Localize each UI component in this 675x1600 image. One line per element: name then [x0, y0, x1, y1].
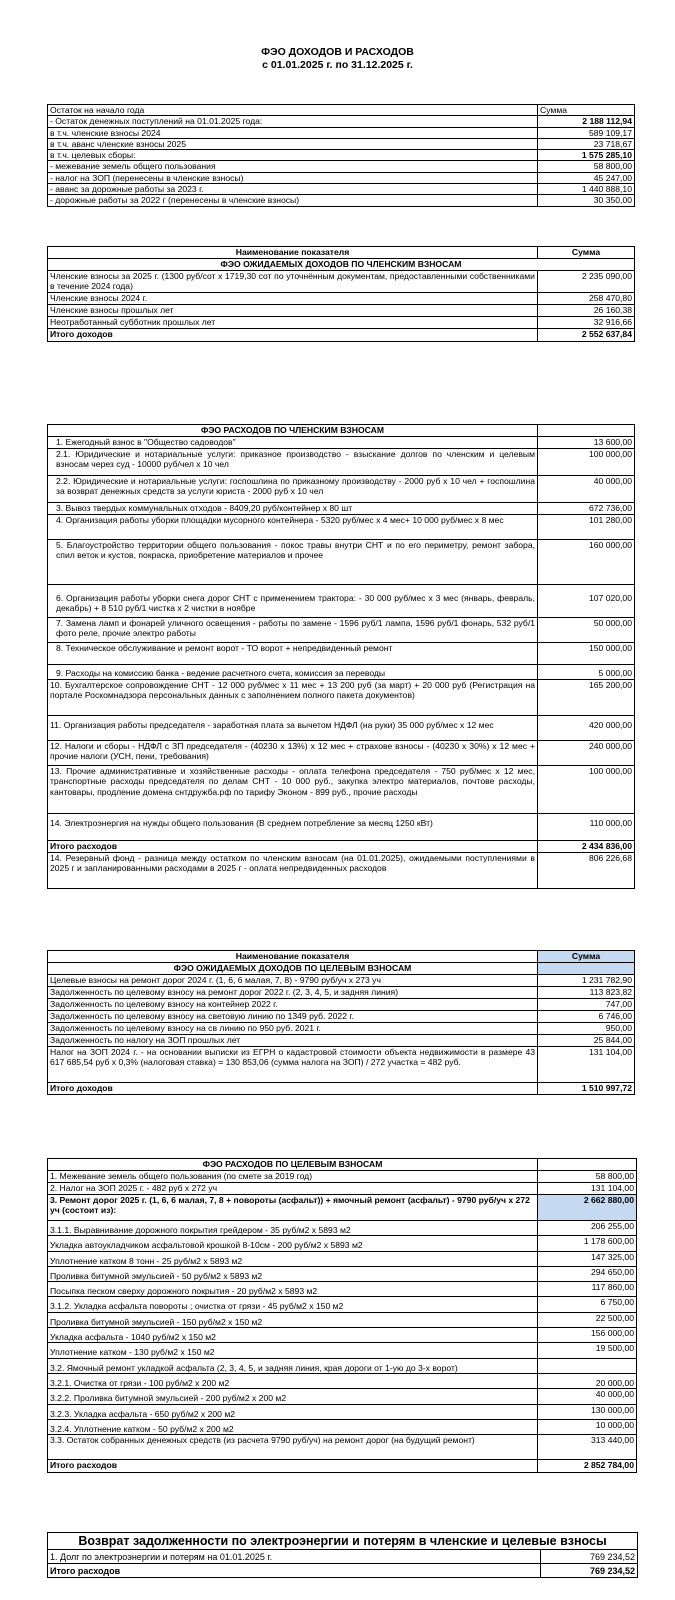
row-label: Задолженность по целевому взносу на световую линию по 1349 руб. 2022 г.: [48, 1011, 538, 1023]
row-value: 165 200,00: [538, 680, 635, 716]
row-value: 156 000,00: [538, 1328, 637, 1343]
row-value: 6 746,00: [538, 1011, 635, 1023]
row-value: 45 247,00: [538, 172, 635, 183]
row-label: 12. Налоги и сборы - НДФЛ с ЗП председателя - (40230 х 13%) х 12 мес + страхове взносы - (40230 х 30%) х 12 мес + прочие налоги (УСН, пени, требования): [48, 741, 538, 766]
row-value: 5 000,00: [538, 665, 635, 680]
table-row: [48, 618, 635, 643]
section-title-row: [48, 425, 635, 437]
member-income-table: [47, 246, 635, 342]
table-row: [48, 1343, 637, 1358]
row-value: 150 000,00: [538, 643, 635, 665]
row-label: 11. Организация работы председателя - заработная плата за вычетом НДФЛ (на руки) 35 000 руб/мес х 12 мес: [48, 716, 538, 741]
row-value: 19 500,00: [538, 1343, 637, 1358]
row-label: 3.2. Ямочный ремонт укладкой асфальта (2, 3, 4, 5, и задняя линия, края дороги от 1-ую до 3-х ворот): [48, 1358, 538, 1373]
row-label: 7. Замена ламп и фонарей уличного освещения - работы по замене - 1596 руб/1 лампа, 1596 руб/1 фонарь, 532 руб/1 фото реле, прочие электро работы: [48, 618, 538, 643]
total-value: 2 434 836,00: [538, 841, 635, 853]
row-label: 3.2.3. Укладка асфальта - 650 руб/м2 х 200 м2: [48, 1404, 538, 1419]
report-title: ФЭО ДОХОДОВ И РАСХОДОВ: [261, 46, 414, 58]
row-value: 25 844,00: [538, 1035, 635, 1047]
table-row: [48, 293, 635, 305]
row-label: 13. Прочие административные и хозяйственные расходы - оплата телефона председателя - 750 руб/мес х 12 мес, транспортные расходы председателя по делам СНТ - 10 000 руб., закупка электро материалов, почтове расходы, кантовары, продление домена снтдружба.рф по тарифу Эконом - 899 руб., прочие расходы: [48, 766, 538, 814]
total-row: [48, 329, 635, 342]
reserve-label: 14. Резервный фонд - разница между остатком по членским взносам (на 01.01.2025), ожидаемыми поступлениями в 2025 г и запланированными расходами в 2025 г - оплата непредвиденных расходов: [48, 853, 538, 889]
section-title: Возврат задолженности по электроэнергии и потерям в членские и целевые взносы: [48, 1533, 638, 1550]
row-label: 4. Организация работы уборки площадки мусорного контейнера - 5320 руб/мес х 4 мес+ 10 000 руб/мес х 8 мес: [48, 515, 538, 540]
table-row: [48, 503, 635, 515]
row-value: 747,00: [538, 999, 635, 1011]
table-row: [48, 172, 635, 183]
row-value: 6 750,00: [538, 1297, 637, 1312]
row-value: 1 440 888,10: [538, 184, 635, 195]
row-value: 32 916,66: [538, 317, 635, 329]
table-row: [48, 987, 635, 999]
total-row: [48, 1083, 635, 1095]
road-repair-value: 2 662 880,00: [538, 1195, 637, 1221]
row-label: 14. Электроэнергия на нужды общего пользования (В среднем потребление за месяц 1250 кВт): [48, 814, 538, 841]
table-row: [48, 1297, 637, 1312]
row-label: - налог на ЗОП (перенесены в членские взносы): [48, 172, 538, 183]
row-label: Задолженность по налогу на ЗОП прошлых лет: [48, 1035, 538, 1047]
report-header: [0, 46, 675, 72]
table-row: [48, 643, 635, 665]
table-row: [48, 305, 635, 317]
row-value: 50 000,00: [538, 618, 635, 643]
table-row: [48, 1358, 637, 1373]
table-row: [48, 975, 635, 987]
row-label: Задолженность по целевому взносу на св линию по 950 руб. 2021 г.: [48, 1023, 538, 1035]
table-row: [48, 161, 635, 172]
row-value: 313 440,00: [538, 1435, 637, 1460]
road-repair-label: 3. Ремонт дорог 2025 г. (1, 6, 6 малая, 7, 8 + повороты (асфальт)) + ямочный ремонт (асфальт) - 9790 руб/уч х 272 уч (состоит из):: [48, 1195, 538, 1221]
row-label: Укладка автоукладчиком асфальтовой крошкой 8-10см - 200 руб/м2 х 5893 м2: [48, 1236, 538, 1251]
table-row: [48, 1389, 637, 1404]
row-label: в т.ч. целевых сборы:: [48, 150, 538, 161]
row-value: 13 600,00: [538, 437, 635, 449]
table-row: [48, 1047, 635, 1083]
total-value: 1 510 997,72: [538, 1083, 635, 1095]
row-value: 58 800,00: [538, 1171, 637, 1183]
table-row: [48, 1023, 635, 1035]
row-value: 2 235 090,00: [538, 271, 635, 293]
table-row: [48, 127, 635, 138]
row-label: Посыпка песком сверху дорожного покрытия - 20 руб/м2 х 5893 м2: [48, 1282, 538, 1297]
section-title-row: [48, 1533, 638, 1550]
row-label: 9. Расходы на комиссию банка - ведение расчетного счета, комиссия за переводы: [48, 665, 538, 680]
row-label: - Остаток денежных поступлений на 01.01.2025 года:: [48, 116, 538, 127]
row-label: 3.2.2. Проливка битумной эмульсией - 200 руб/м2 х 200 м2: [48, 1389, 538, 1404]
row-label: 3.3. Остаток собранных денежных средств (из расчета 9790 руб/уч) на ремонт дорог (на будущий ремонт): [48, 1435, 538, 1460]
table-row: [48, 766, 635, 814]
row-value: 258 470,80: [538, 293, 635, 305]
table-row: [48, 271, 635, 293]
report-period: с 01.01.2025 г. по 31.12.2025 г.: [262, 59, 413, 71]
row-value: 26 160,38: [538, 305, 635, 317]
section-title-row: [48, 963, 635, 975]
table-row: [48, 1236, 637, 1251]
row-label: Неотработанный субботник прошлых лет: [48, 317, 538, 329]
row-label: в т.ч. членские взносы 2024: [48, 127, 538, 138]
row-label: 8. Техническое обслуживание и ремонт ворот - ТО ворот + непредвиденный ремонт: [48, 643, 538, 665]
row-value: 240 000,00: [538, 741, 635, 766]
row-label: 3.2.1. Очистка от грязи - 100 руб/м2 х 200 м2: [48, 1373, 538, 1388]
total-row: [48, 1460, 637, 1473]
total-label: Итого расходов: [48, 1460, 538, 1473]
total-label: Итого доходов: [48, 329, 538, 342]
table-row: [48, 585, 635, 618]
row-label: 5. Благоустройство территории общего пользования - покос травы внутри СНТ и по его периметру, ремонт забора, спил веток и кустов, покраска, приобретение материалов и прочее: [48, 540, 538, 585]
table-row: [48, 540, 635, 585]
row-label: 3.1.2. Укладка асфальта повороты ; очистка от грязи - 45 руб/м2 х 150 м2: [48, 1297, 538, 1312]
row-label: 2.1. Юридические и нотариальные услуги: приказное производство - взыскание долгов по членским и целевым взносам через суд - 10000 руб/чел х 10 чел: [48, 449, 538, 476]
table-row: [48, 1419, 637, 1434]
total-label: Итого расходов: [48, 841, 538, 853]
table-row: [48, 476, 635, 503]
section-title-row: [48, 1159, 637, 1171]
row-label: - дорожные работы за 2022 г (перенесены в членские взносы): [48, 195, 538, 206]
row-label: Проливка битумной эмульсией - 50 руб/м2 х 5893 м2: [48, 1266, 538, 1281]
row-value: 131 104,00: [538, 1183, 637, 1195]
column-header-name: Наименование показателя: [48, 951, 538, 963]
table-row: [48, 1035, 635, 1047]
row-value: 769 234,52: [541, 1550, 638, 1564]
table-row: [48, 814, 635, 841]
table-row: [48, 449, 635, 476]
total-row: [48, 1564, 638, 1578]
table-row: [48, 716, 635, 741]
total-value: 769 234,52: [541, 1564, 638, 1578]
row-value: 58 800,00: [538, 161, 635, 172]
table-row: [48, 1550, 638, 1564]
road-repair-row: [48, 1195, 637, 1221]
table-row: [48, 1266, 637, 1281]
row-value: 206 255,00: [538, 1221, 637, 1236]
table-header-row: [48, 951, 635, 963]
total-value: 2 552 637,84: [538, 329, 635, 342]
row-value: 130 000,00: [538, 1404, 637, 1419]
reserve-row: [48, 853, 635, 889]
row-label: 3.1.1. Выравнивание дорожного покрытия грейдером - 35 руб/м2 х 5893 м2: [48, 1221, 538, 1236]
row-label: - аванс за дорожные работы за 2023 г.: [48, 184, 538, 195]
table-row: [48, 116, 635, 127]
row-value: 131 104,00: [538, 1047, 635, 1083]
row-value: 10 000,00: [538, 1419, 637, 1434]
row-label: 1. Межевание земель общего пользования (по смете за 2019 год): [48, 1171, 538, 1183]
row-value: 1 575 285,10: [538, 150, 635, 161]
row-label: Укладка асфальта - 1040 руб/м2 х 150 м2: [48, 1328, 538, 1343]
row-value: 110 000,00: [538, 814, 635, 841]
row-value: 40 000,00: [538, 476, 635, 503]
section-title: ФЭО ОЖИДАЕМЫХ ДОХОДОВ ПО ЧЛЕНСКИМ ВЗНОСАМ: [48, 259, 635, 271]
member-expenses-table: [47, 424, 635, 889]
total-value: 2 852 784,00: [538, 1460, 637, 1473]
row-label: - межевание земель общего пользования: [48, 161, 538, 172]
section-title-row: [48, 259, 635, 271]
row-label: Уплотнение катком 8 тонн - 25 руб/м2 х 5893 м2: [48, 1251, 538, 1266]
row-label: Задолженность по целевому взносу на контейнер 2022 г.: [48, 999, 538, 1011]
table-row: [48, 1435, 637, 1460]
table-row: [48, 437, 635, 449]
table-row: [48, 1312, 637, 1327]
table-row: [48, 138, 635, 149]
table-row: [48, 1171, 637, 1183]
row-label: 6. Организация работы уборки снега дорог СНТ с применением трактора: - 30 000 руб/мес х 3 мес (январь, февраль, декабрь) + 8 510 руб/1 чистка х 2 чистки в ноябре: [48, 585, 538, 618]
row-value: 100 000,00: [538, 449, 635, 476]
row-label: Целевые взносы на ремонт дорог 2024 г. (1, 6, 6 малая, 7, 8) - 9790 руб/уч х 273 уч: [48, 975, 538, 987]
row-value: 1 231 782,90: [538, 975, 635, 987]
row-label: Проливка битумной эмульсией - 150 руб/м2 х 150 м2: [48, 1312, 538, 1327]
table-header-row: [48, 247, 635, 259]
section-title: ФЭО РАСХОДОВ ПО ЦЕЛЕВЫМ ВЗНОСАМ: [48, 1159, 538, 1171]
table-row: [48, 195, 635, 206]
row-label: Членские взносы за 2025 г. (1300 руб/сот х 1719,30 сот по уточнённым документам, предоставленными собственниками в течение 2024 года): [48, 271, 538, 293]
table-row: [48, 665, 635, 680]
row-value: 1 178 600,00: [538, 1236, 637, 1251]
row-value: 672 736,00: [538, 503, 635, 515]
table-row: [48, 680, 635, 716]
row-value: 950,00: [538, 1023, 635, 1035]
row-label: Налог на ЗОП 2024 г. - на основании выписки из ЕГРН о кадастровой стоимости объекта недвижимости в размере 43 617 685,54 руб х 0,3% (налоговая ставка) = 130 853,06 (сумма налога на ЗОП) / 272 участка = 482 руб.: [48, 1047, 538, 1083]
reserve-value: 806 226,68: [538, 853, 635, 889]
row-value: 40 000,00: [538, 1389, 637, 1404]
row-value: 101 280,00: [538, 515, 635, 540]
debt-table: [47, 1532, 638, 1578]
row-label: 1. Долг по электроэнергии и потерям на 01.01.2025 г.: [48, 1550, 541, 1564]
row-value: 22 500,00: [538, 1312, 637, 1327]
total-label: Итого доходов: [48, 1083, 538, 1095]
row-value: 100 000,00: [538, 766, 635, 814]
row-label: Членские взносы 2024 г.: [48, 293, 538, 305]
table-row: [48, 999, 635, 1011]
row-value: 107 020,00: [538, 585, 635, 618]
table-row: [48, 1404, 637, 1419]
row-value: 20 000,00: [538, 1373, 637, 1388]
row-value: 117 860,00: [538, 1282, 637, 1297]
table-row: [48, 184, 635, 195]
table-row: [48, 515, 635, 540]
table-row: [48, 1011, 635, 1023]
target-income-table: [47, 950, 635, 1095]
row-label: Уплотнение катком - 130 руб/м2 х 150 м2: [48, 1343, 538, 1358]
column-header-sum: Сумма: [538, 247, 635, 259]
row-value: [538, 1358, 637, 1373]
row-value: 160 000,00: [538, 540, 635, 585]
table-row: [48, 1251, 637, 1266]
row-label: 3. Вывоз твердых коммунальных отходов - 8409,20 руб/контейнер х 80 шт: [48, 503, 538, 515]
column-header-sum: Сумма: [538, 951, 635, 963]
table-row: [48, 317, 635, 329]
row-label: 2. Налог на ЗОП 2025 г. - 482 руб х 272 уч: [48, 1183, 538, 1195]
section-title: ФЭО ОЖИДАЕМЫХ ДОХОДОВ ПО ЦЕЛЕВЫМ ВЗНОСАМ: [48, 963, 538, 975]
column-header-name: Наименование показателя: [48, 247, 538, 259]
table-row: [48, 1221, 637, 1236]
row-value: 30 350,00: [538, 195, 635, 206]
opening-balance-table: [47, 104, 635, 207]
row-label: 3.2.4. Уплотнение катком - 50 руб/м2 х 200 м2: [48, 1419, 538, 1434]
total-row: [48, 841, 635, 853]
row-label: Задолженность по целевому взносу на ремонт дорог 2022 г. (2, 3, 4, 5, и задняя линия): [48, 987, 538, 999]
row-label: 1. Ежегодный взнос в "Общество садоводов": [48, 437, 538, 449]
row-value: 589 109,17: [538, 127, 635, 138]
table-row: [48, 150, 635, 161]
table-row: [48, 1373, 637, 1388]
table-row: [48, 1328, 637, 1343]
table-row: [48, 1282, 637, 1297]
table-row: [48, 1183, 637, 1195]
row-value: 420 000,00: [538, 716, 635, 741]
row-value: 2 188 112,94: [538, 116, 635, 127]
row-label: Членские взносы прошлых лет: [48, 305, 538, 317]
target-expenses-table: [47, 1158, 637, 1473]
row-label: в т.ч. аванс членские взносы 2025: [48, 138, 538, 149]
column-header-sum: Сумма: [538, 105, 635, 116]
total-label: Итого расходов: [48, 1564, 541, 1578]
row-value: 113 823,82: [538, 987, 635, 999]
section-title: ФЭО РАСХОДОВ ПО ЧЛЕНСКИМ ВЗНОСАМ: [48, 425, 538, 437]
table-row: [48, 741, 635, 766]
table-header-row: [48, 105, 635, 116]
row-value: 147 325,00: [538, 1251, 637, 1266]
column-header-name: Остаток на начало года: [48, 105, 538, 116]
row-value: 294 650,00: [538, 1266, 637, 1281]
row-label: 2.2. Юридические и нотариальные услуги: госпошлина по приказному производству - 2000 руб х 10 чел + госпошлина за возврат денежных средств за услуги юриста - 2000 руб х 10 чел: [48, 476, 538, 503]
row-label: 10. Бухгалтерское сопровождение СНТ - 12 000 руб/мес х 11 мес + 13 200 руб (за март) + 20 000 руб (Регистрация на портале Роскомнадзора персональных данных с заполнением полного пакета документов): [48, 680, 538, 716]
row-value: 23 718,67: [538, 138, 635, 149]
